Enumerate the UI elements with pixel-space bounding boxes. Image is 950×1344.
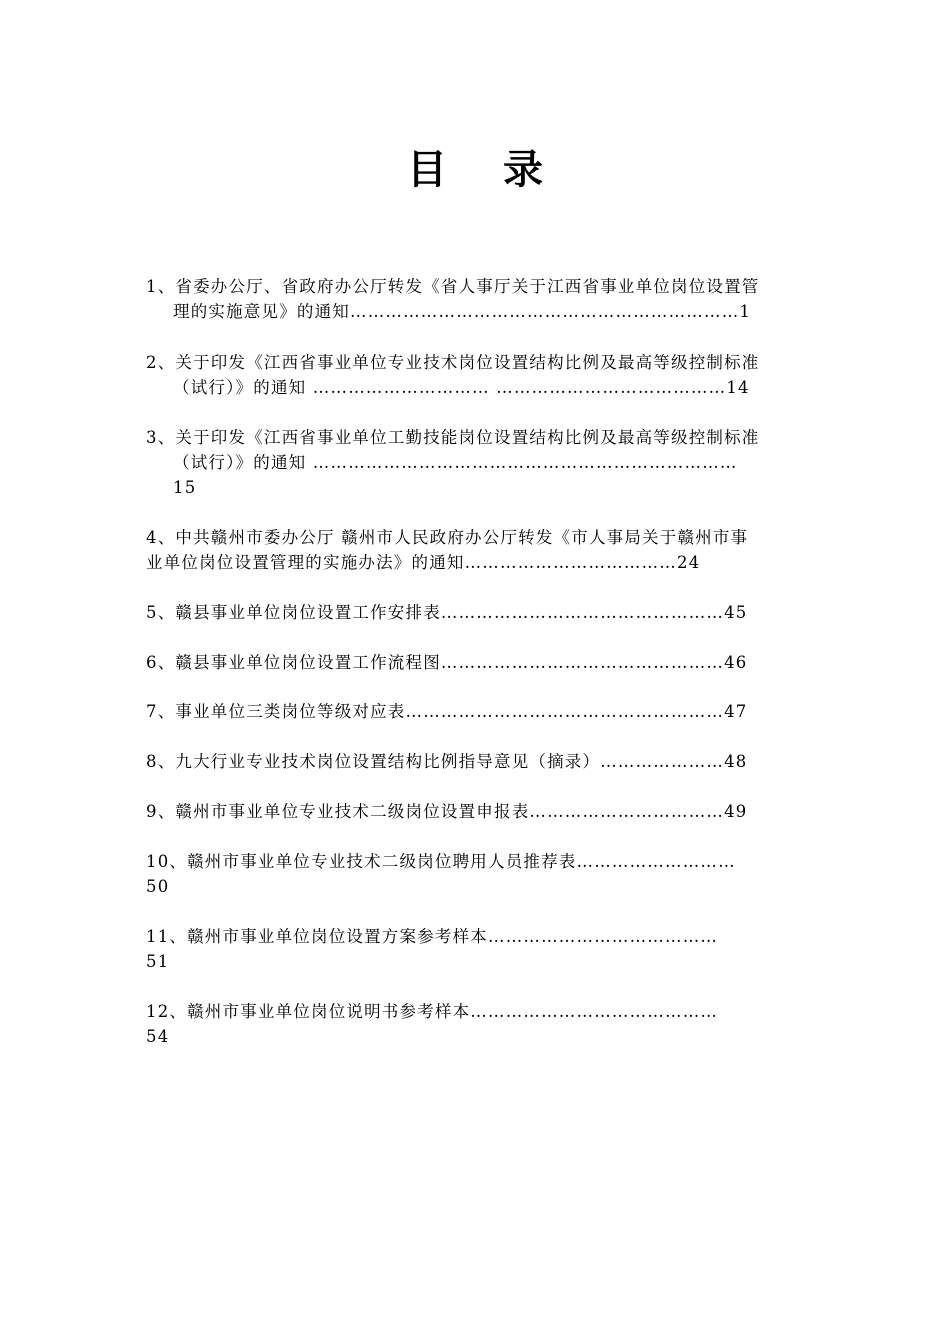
toc-entry-12[interactable]: [146, 999, 718, 1049]
toc-entry-10-line-2: 50: [146, 877, 170, 896]
toc-entry-11-line-1: 11、赣州市事业单位岗位设置方案参考样本…………………………………: [146, 927, 719, 946]
toc-entry-11[interactable]: [146, 924, 718, 974]
toc-entry-1-line-1: 1、省委办公厅、省政府办公厅转发《省人事厅关于江西省事业单位岗位设置管: [146, 277, 760, 296]
toc-entry-10[interactable]: [146, 849, 736, 899]
toc-entry-9-line-1: 9、赣州市事业单位专业技术二级岗位设置申报表……………………………49: [146, 802, 748, 821]
toc-entry-4[interactable]: [146, 525, 748, 575]
toc-entry-9[interactable]: [146, 799, 748, 824]
toc-entry-12-line-2: 54: [146, 1027, 170, 1046]
title-char-1: 目: [407, 147, 447, 193]
page-title: [0, 138, 950, 195]
toc-entry-12-line-1: 12、赣州市事业单位岗位说明书参考样本……………………………………: [146, 1002, 719, 1021]
toc-entry-2-line-2: （试行）》的通知 ………………………… …………………………………14: [173, 378, 750, 397]
toc-entry-10-line-1: 10、赣州市事业单位专业技术二级岗位聘用人员推荐表………………………: [146, 852, 736, 871]
toc-entry-1[interactable]: [146, 274, 760, 324]
toc-entry-3[interactable]: [146, 425, 760, 500]
toc-entry-7[interactable]: [146, 699, 748, 724]
toc-entry-6[interactable]: [146, 650, 748, 675]
toc-entry-4-line-1: 4、中共赣州市委办公厅 赣州市人民政府办公厅转发《市人事局关于赣州市事: [146, 528, 749, 547]
title-char-2: 录: [503, 147, 543, 193]
toc-entry-1-line-2: 理的实施意见》的通知…………………………………………………………1: [173, 302, 752, 321]
toc-entry-7-line-1: 7、事业单位三类岗位等级对应表………………………………………………47: [146, 702, 748, 721]
toc-entry-8[interactable]: [146, 749, 748, 774]
toc-entry-2-line-1: 2、关于印发《江西省事业单位专业技术岗位设置结构比例及最高等级控制标准: [146, 353, 760, 372]
toc-entry-3-line-1: 3、关于印发《江西省事业单位工勤技能岗位设置结构比例及最高等级控制标准: [146, 428, 760, 447]
toc-entry-5[interactable]: [146, 600, 748, 625]
toc-entry-5-line-1: 5、赣县事业单位岗位设置工作安排表…………………………………………45: [146, 603, 748, 622]
toc-entry-3-line-3: 15: [173, 478, 197, 497]
toc-entry-6-line-1: 6、赣县事业单位岗位设置工作流程图…………………………………………46: [146, 653, 748, 672]
toc-entry-11-line-2: 51: [146, 952, 170, 971]
toc-entry-3-line-2: （试行）》的通知 ………………………………………………………………: [173, 453, 738, 472]
toc-entry-4-line-2: 业单位岗位设置管理的实施办法》的通知………………………………24: [146, 553, 701, 572]
toc-entry-2[interactable]: [146, 350, 760, 400]
toc-entry-8-line-1: 8、九大行业专业技术岗位设置结构比例指导意见（摘录）…………………48: [146, 752, 748, 771]
